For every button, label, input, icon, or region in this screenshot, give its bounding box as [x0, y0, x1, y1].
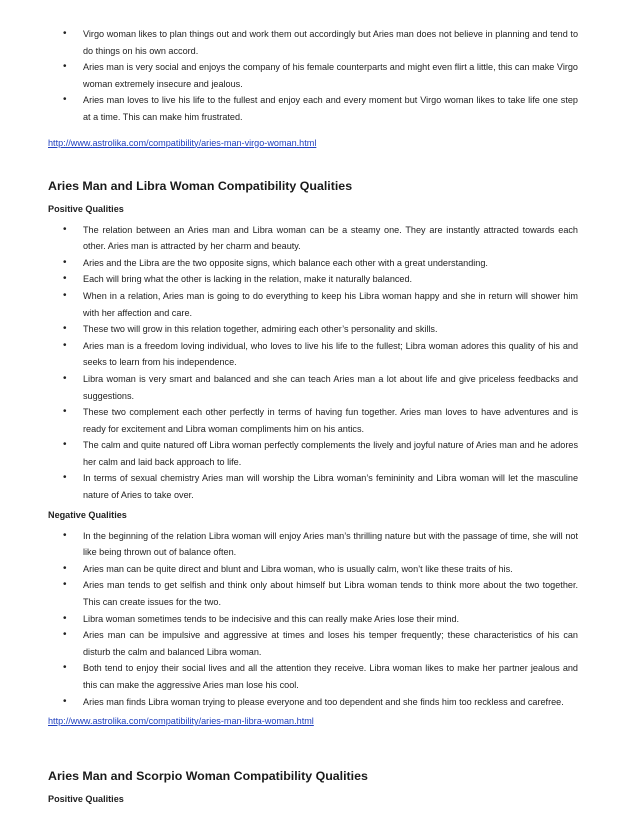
bullet-icon: • — [63, 28, 67, 39]
list-item — [48, 561, 578, 578]
list-item — [48, 627, 578, 660]
virgo-link[interactable]: http://www.astrolika.com/compatibility/aries-man-virgo-woman.html — [48, 137, 317, 148]
list-item — [48, 26, 578, 59]
list-item-text: These two will grow in this relation together, admiring each other’s personality and skills. — [83, 324, 438, 335]
list-item-text: Virgo woman likes to plan things out and work them out accordingly but Aries man does not believe in planning and tend to do things on his own accord. — [83, 29, 578, 56]
list-item — [48, 437, 578, 470]
bullet-icon: • — [63, 629, 67, 641]
list-item-text: Aries and the Libra are the two opposite signs, which balance each other with a great understanding. — [83, 257, 488, 268]
bullet-icon: • — [63, 323, 67, 335]
list-item-text: Each will bring what the other is lacking in the relation, make it naturally balanced. — [83, 274, 413, 285]
list-item-text: The relation between an Aries man and Libra woman can be a steamy one. They are instantly attracted towards each other. Aries man is attracted by her charm and beauty. — [83, 224, 578, 252]
bullet-icon: • — [63, 223, 67, 235]
libra-positive-label: Positive Qualities — [48, 203, 124, 214]
list-item — [48, 288, 578, 321]
bullet-icon: • — [63, 662, 67, 674]
bullet-icon: • — [63, 562, 67, 574]
list-item-text: Aries man is a freedom loving individual, who loves to live his life to the fullest; Libra woman adores this quality of his and seeks to learn from his independence. — [83, 340, 578, 368]
scorpio-positive-label: Positive Qualities — [48, 794, 124, 805]
list-item-text: Aries man finds Libra woman trying to please everyone and too dependent and she finds him too reckless and carefree. — [83, 696, 564, 707]
bullet-icon: • — [63, 529, 67, 541]
list-item-text: Aries man is very social and enjoys the company of his female counterparts and might even flirt a little, this can make Virgo woman extremely insecure and jealous. — [83, 62, 578, 89]
bullet-icon: • — [63, 406, 67, 418]
bullet-icon: • — [63, 61, 67, 73]
list-item-text: These two complement each other perfectly in terms of having fun together. Aries man loves to have adventures and is ready for excitement and Libra woman compliments him on his antics. — [83, 407, 578, 434]
libra-positive-list — [48, 222, 578, 504]
bullet-icon: • — [63, 289, 67, 301]
list-item-text: The calm and quite natured off Libra woman perfectly complements the lively and joyful nature of Aries man and he adores her calm and laid back approach to life. — [83, 440, 578, 467]
list-item — [48, 577, 578, 610]
list-item — [48, 271, 578, 288]
list-item-text: Both tend to enjoy their social lives and all the attention they receive. Libra woman likes to make her partner jealous and this can make the aggressive Aries man lose his cool. — [83, 663, 578, 690]
bullet-icon: • — [63, 339, 67, 351]
list-item-text: Aries man tends to get selfish and think only about himself but Libra woman tends to think more about the two together. This can create issues for the two. — [83, 580, 578, 608]
bullet-icon: • — [63, 612, 67, 624]
bullet-icon: • — [63, 579, 67, 591]
list-item — [48, 371, 578, 404]
bullet-icon: • — [63, 472, 67, 484]
list-item — [48, 255, 578, 272]
list-item — [48, 222, 578, 255]
list-item — [48, 611, 578, 628]
bullet-icon: • — [63, 439, 67, 451]
list-item-text: In terms of sexual chemistry Aries man will worship the Libra woman’s femininity and Libra woman will let the masculine nature of Aries to take over. — [83, 473, 578, 501]
list-item — [48, 92, 578, 125]
libra-negative-label: Negative Qualities — [48, 509, 127, 520]
list-item-text: Aries man can be quite direct and blunt and Libra woman, who is usually calm, won’t like these traits of his. — [83, 563, 513, 574]
list-item — [48, 321, 578, 338]
list-item-text: Aries man loves to live his life to the fullest and enjoy each and every moment but Virgo woman likes to take life one step at a time. This can make him frustrated. — [83, 95, 578, 122]
list-item — [48, 404, 578, 437]
libra-negative-list — [48, 528, 578, 711]
scorpio-section-title: Aries Man and Scorpio Woman Compatibility Qualities — [48, 769, 368, 784]
document-page — [48, 26, 578, 806]
list-item-text: Aries man can be impulsive and aggressive at times and loses his temper frequently; these characteristics of his can disturb the calm and balanced Libra woman. — [83, 630, 578, 657]
virgo-negative-list — [48, 26, 578, 126]
list-item-text: Libra woman is very smart and balanced and she can teach Aries man a lot about life and give priceless feedbacks and suggestions. — [83, 373, 578, 401]
bullet-icon: • — [63, 94, 67, 106]
bullet-icon: • — [63, 273, 67, 285]
list-item — [48, 528, 578, 561]
list-item — [48, 470, 578, 503]
libra-link[interactable]: http://www.astrolika.com/compatibility/aries-man-libra-woman.html — [48, 716, 314, 727]
bullet-icon: • — [63, 256, 67, 268]
list-item — [48, 694, 578, 711]
libra-section-title: Aries Man and Libra Woman Compatibility Qualities — [48, 178, 353, 193]
bullet-icon: • — [63, 372, 67, 384]
list-item — [48, 338, 578, 371]
list-item-text: In the beginning of the relation Libra woman will enjoy Aries man’s thrilling nature but with the passage of time, she will not like being thrown out of balance often. — [83, 530, 578, 558]
list-item — [48, 59, 578, 92]
list-item-text: When in a relation, Aries man is going to do everything to keep his Libra woman happy and she in return will shower him with her affection and care. — [83, 290, 578, 318]
list-item-text: Libra woman sometimes tends to be indecisive and this can really make Aries lose their mind. — [83, 613, 460, 624]
list-item — [48, 660, 578, 693]
bullet-icon: • — [63, 695, 67, 707]
